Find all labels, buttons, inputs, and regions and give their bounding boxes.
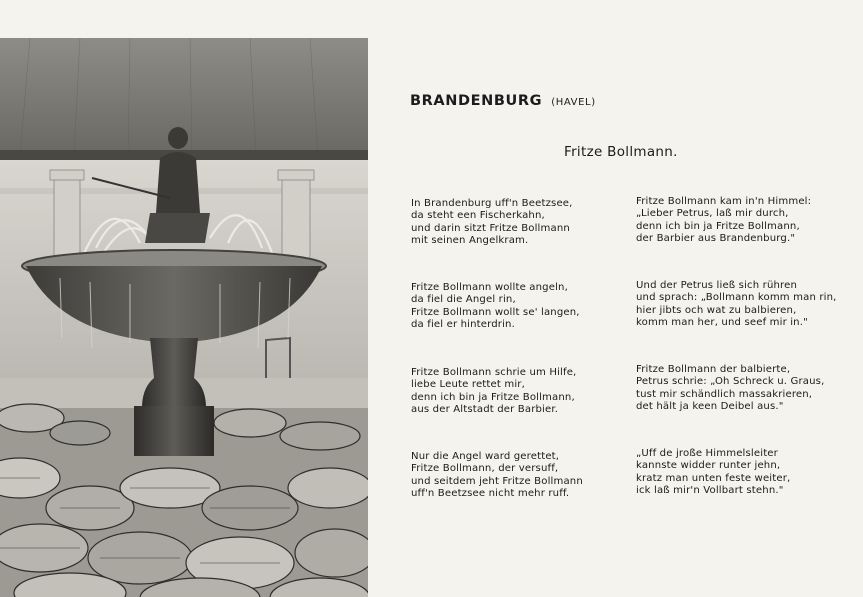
place-name: BRANDENBURG — [410, 93, 543, 109]
poem-line: denn ich bin ja Fritze Bollmann, — [636, 220, 800, 232]
place-heading — [410, 90, 596, 109]
poem-line: und seitdem jeht Fritze Bollmann — [411, 475, 583, 487]
poem-line: Fritze Bollmann kam in'n Himmel: — [636, 196, 812, 207]
poem-line: Fritze Bollmann wollte angeln, — [411, 282, 568, 293]
place-subtitle: (HAVEL) — [551, 97, 596, 108]
poem-line: denn ich bin ja Fritze Bollmann, — [411, 391, 575, 403]
poem-line: Und der Petrus ließ sich rühren — [636, 280, 798, 291]
poem-line: tust mir schändlich massakrieren, — [636, 388, 813, 400]
poem-line: mit seinen Angelkram. — [411, 235, 529, 247]
stanza-left-1 — [411, 198, 636, 248]
poem-line: Fritze Bollmann wollt se' langen, — [411, 306, 580, 318]
poem-line: ick laß mir'n Vollbart stehn." — [636, 485, 784, 497]
poem-line: und darin sitzt Fritze Bollmann — [411, 222, 570, 234]
poem-title: Fritze Bollmann. — [564, 144, 678, 160]
poem-line: det hält ja keen Deibel aus." — [636, 401, 784, 413]
poem-line: aus der Altstadt der Barbier. — [411, 404, 559, 416]
poem-line: da steht een Fischerkahn, — [411, 210, 545, 222]
poem-line: kratz man unten feste weiter, — [636, 472, 791, 484]
stanza-right-3 — [636, 364, 861, 414]
poem-line: der Barbier aus Brandenburg." — [636, 233, 796, 245]
stanza-left-2 — [411, 282, 636, 332]
fountain-photo-drawing — [0, 38, 368, 597]
poem-line: „Uff de jroße Himmelsleiter — [636, 448, 778, 459]
poem-line: Fritze Bollmann, der versuff, — [411, 463, 559, 475]
poem-line: Nur die Angel ward gerettet, — [411, 451, 560, 462]
poem-line: Fritze Bollmann der balbierte, — [636, 364, 791, 375]
fountain-photo — [0, 38, 368, 597]
stanza-left-3 — [411, 367, 636, 417]
poem-line: kannste widder runter jehn, — [636, 460, 781, 472]
poem-line: Fritze Bollmann schrie um Hilfe, — [411, 367, 577, 378]
poem-line: da fiel die Angel rin, — [411, 294, 516, 306]
poem-line: uff'n Beetzsee nicht mehr ruff. — [411, 488, 570, 500]
stanza-right-1 — [636, 196, 861, 246]
poem-line: liebe Leute rettet mir, — [411, 379, 525, 391]
stanza-right-4 — [636, 448, 861, 498]
poem-line: hier jibts och wat zu balbieren, — [636, 304, 797, 316]
poem-line: „Lieber Petrus, laß mir durch, — [636, 208, 789, 220]
poem-line: da fiel er hinterdrin. — [411, 319, 515, 331]
poem-line: und sprach: „Bollmann komm man rin, — [636, 292, 837, 304]
stanza-right-2 — [636, 280, 861, 330]
poem-line: In Brandenburg uff'n Beetzsee, — [411, 198, 573, 209]
poem-line: komm man her, und seef mir in." — [636, 317, 808, 329]
poem-line: Petrus schrie: „Oh Schreck u. Graus, — [636, 376, 825, 388]
stanza-left-4 — [411, 451, 636, 501]
